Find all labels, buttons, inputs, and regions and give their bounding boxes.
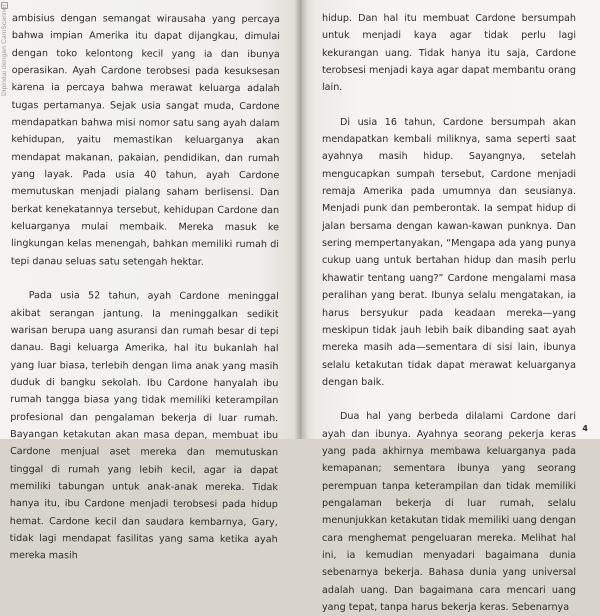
watermark: Dipindai dengan CamScanner xyxy=(1,4,8,96)
left-page-text xyxy=(10,10,280,566)
right-page xyxy=(300,0,600,613)
book-gutter xyxy=(294,0,308,439)
paragraph: ambisius dengan semangat wirausaha yang percaya bahwa impian Amerika itu dapat dijangkau, dimulai dengan toko kelontong kecil yang ia dan ibunya operasikan. Ayah Cardone terobsesi pada kesuksesan karena ia percaya bahwa merawat keluarga adalah tugas pertamanya. Sejak usia sangat muda, Cardone mendapatkan bahwa misi nomor satu sang ayah dalam kehidupan, yaitu memastikan keluarganya akan mendapat makanan, pakaian, pendidikan, dan rumah yang layak. Pada usia 40 tahun, ayah Cardone memutuskan menjadi pialang saham berlisensi. Dan berkat kenekatannya tersebut, kehidupan Cardone dan keluarganya mulai membaik. Mereka masuk ke lingkungan kelas menengah, bahkan memiliki rumah di tepi danau seluas satu setengah hektar. xyxy=(10,12,280,268)
paragraph: hidup. Dan hal itu membuat Cardone bersumpah untuk menjadi kaya agar tidak perlu lagi kekurangan uang. Tidak hanya itu saja, Cardone terobsesi menjadi kaya agar dapat membantu orang lain. xyxy=(322,13,576,94)
page-number: 4 xyxy=(582,424,588,433)
paragraph: Di usia 16 tahun, Cardone bersumpah akan mendapatkan kembali miliknya, sama seperti saat ayahnya masih hidup. Sayangnya, setelah mengucapkan sumpah tersebut, Cardone menjadi remaja Amerika pada umumnya dan seusianya. Menjadi punk dan pemberontak. Ia sempat hidup di jalan bersama dengan kawan-kawan punknya. Dan sering mempertanyakan, “Mengapa ada yang punya cukup uang untuk bertahan hidup dan masih perlu khawatir tentang uang?” Cardone mengalami masa peralihan yang berat. Ibunya selalu mengatakan, ia harus bersyukur pada keadaan mereka—yang meskipun tidak jauh lebih baik dibanding saat ayah mereka masih ada—sementara di sisi lain, ibunya selalu ketakutan tidak dapat merawat keluarganya dengan baik. xyxy=(322,116,576,388)
right-page-text xyxy=(322,10,576,616)
paragraph: Dua hal yang berbeda dilalami Cardone dari ayah dan ibunya. Ayahnya seorang pekerja keras yang pada akhirnya membawa keluarganya pada kemapanan; sementara ibunya yang seorang perempuan tanpa keterampilan dan tidak memiliki pengalaman bekerja di luar rumah, selalu menunjukkan ketakutan tidak memiliki uang dengan cara menghemat pengeluaran mereka. Melihat hal ini, ia kemudian menyadari bagaimana dunia sebenarnya bekerja. Bahasa dunia yang universal adalah uang. Dan bagaimana cara mencari uang yang tepat, tanpa harus bekerja keras. Sebenarnya xyxy=(322,411,576,613)
paragraph: Pada usia 52 tahun, ayah Cardone meninggal akibat serangan jantung. Ia meninggalkan sedikit warisan berupa uang asuransi dan rumah besar di tepi danau. Bagi keluarga Amerika, hal itu bukanlah hal yang luar biasa, terlebih dengan lima anak yang masih duduk di bangku sekolah. Ibu Cardone hanyalah ibu rumah tangga biasa yang tidak memiliki keterampilan profesional dan pengalaman bekerja di luar rumah. Bayangan ketakutan akan masa depan, membuat ibu Cardone menjual aset mereka dan memutuskan tinggal di rumah yang lebih kecil, agar ia dapat memiliki tabungan untuk anak-anak mereka. Tidak hanya itu, ibu Cardone menjadi terobsesi pada hidup hemat. Cardone kecil dan saudara kembarnya, Gary, tidak lagi mendapat fasilitas yang sama ketika ayah mereka masih xyxy=(9,290,279,562)
left-page xyxy=(0,0,300,562)
